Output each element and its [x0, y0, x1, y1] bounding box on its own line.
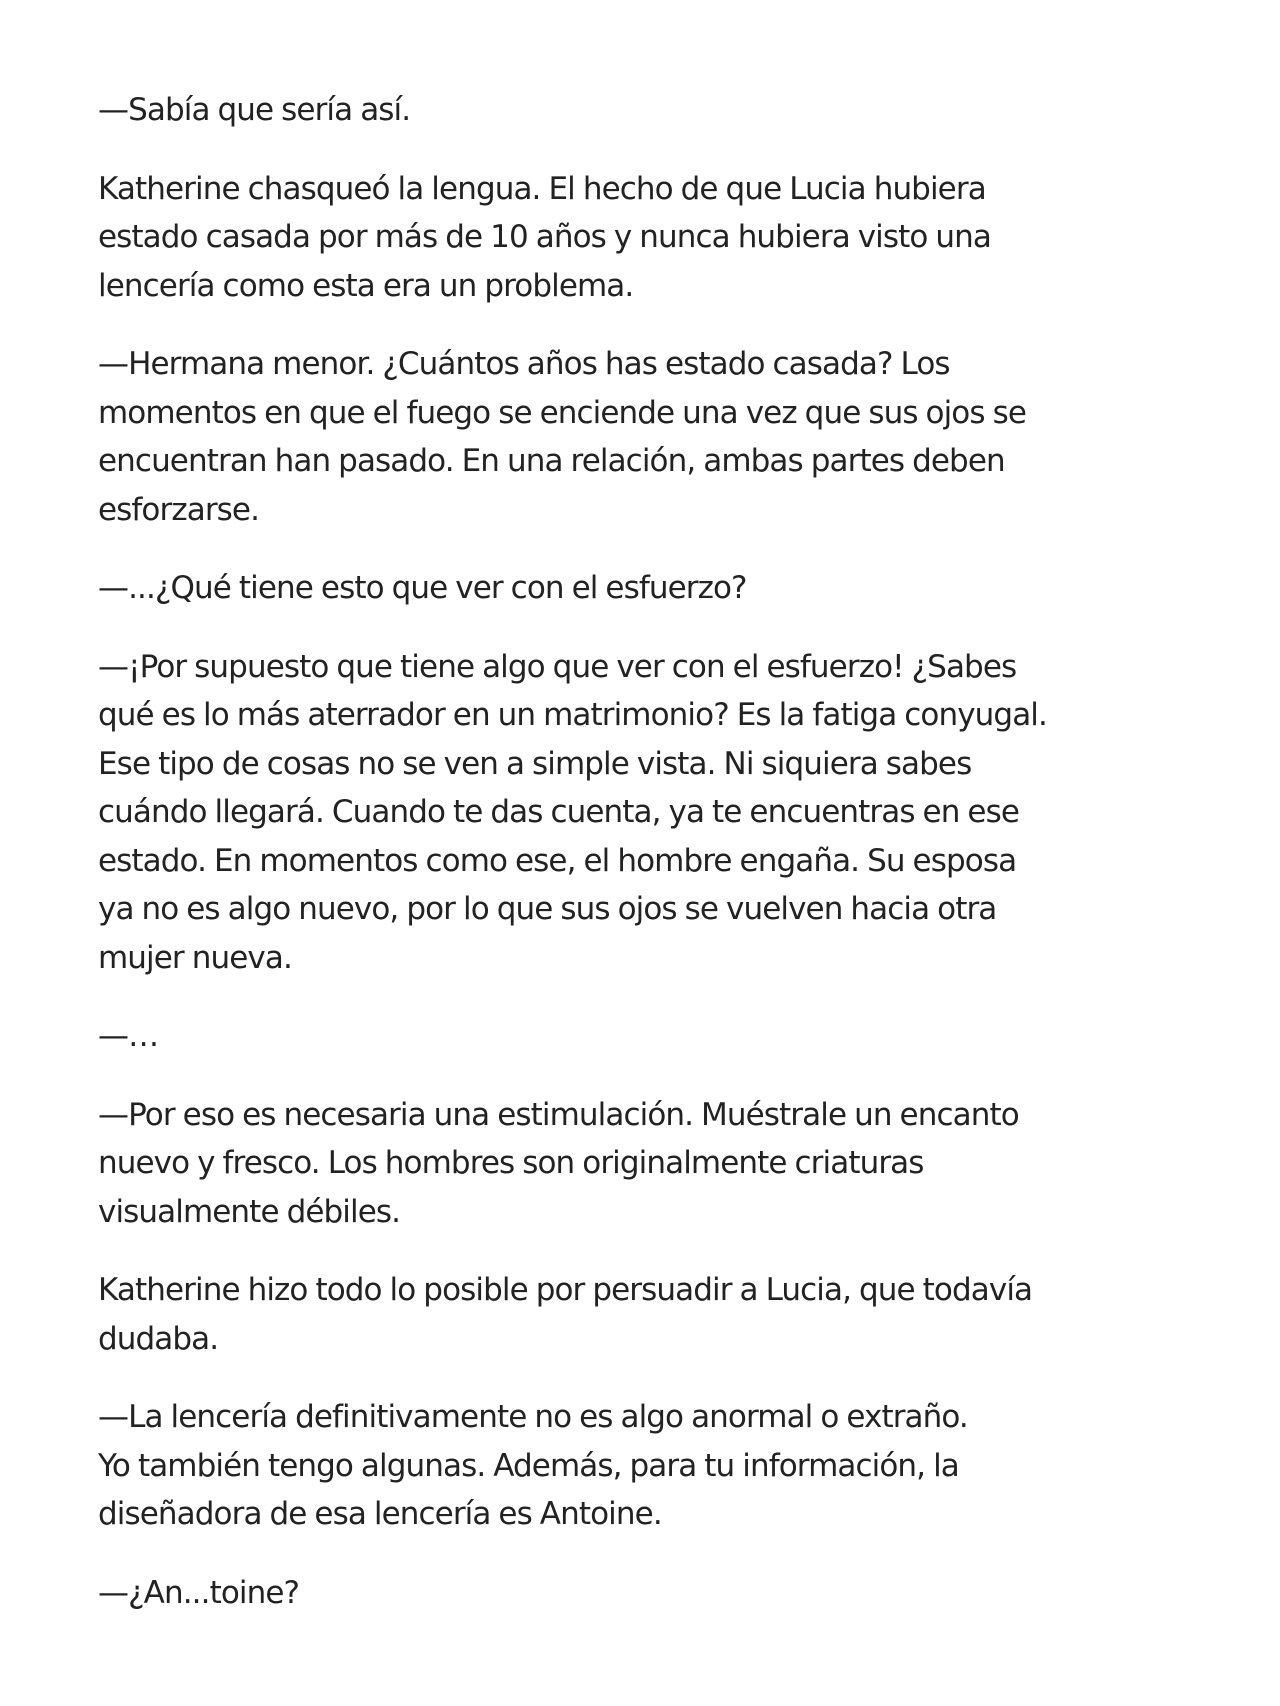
text-line: dudaba. — [98, 1320, 219, 1357]
text-line: —¿An...toine? — [98, 1574, 300, 1611]
paragraph — [98, 340, 1208, 534]
text-line: —… — [98, 1018, 159, 1054]
text-line: Yo también tengo algunas. Además, para tu información, la — [98, 1447, 959, 1484]
text-line: estado. En momentos como ese, el hombre engaña. Su esposa — [98, 842, 1017, 879]
text-line: visualmente débiles. — [98, 1193, 401, 1230]
text-line: nuevo y fresco. Los hombres son originalmente criaturas — [98, 1145, 924, 1181]
text-line: lencería como esta era un problema. — [98, 267, 634, 304]
text-line: estado casada por más de 10 años y nunca hubiera visto una — [98, 219, 992, 255]
text-line: Katherine hizo todo lo posible por persuadir a Lucia, que todavía — [98, 1272, 1033, 1308]
paragraph — [98, 1393, 1208, 1539]
paragraph — [98, 564, 1208, 613]
text-line: mujer nueva. — [98, 939, 292, 976]
text-line: —¡Por supuesto que tiene algo que ver con el esfuerzo! ¿Sabes — [98, 648, 1017, 685]
text-line: diseñadora de esa lencería es Antoine. — [98, 1496, 662, 1532]
text-line: qué es lo más aterrador en un matrimonio? Es la fatiga conyugal. — [98, 697, 1047, 733]
text-line: esforzarse. — [98, 491, 260, 528]
text-line: —Hermana menor. ¿Cuántos años has estado casada? Los — [98, 346, 950, 382]
document-body — [98, 86, 1208, 1647]
paragraph — [98, 643, 1208, 983]
text-line: ya no es algo nuevo, por lo que sus ojos se vuelven hacia otra — [98, 891, 997, 927]
text-line: encuentran han pasado. En una relación, ambas partes deben — [98, 443, 1005, 479]
paragraph — [98, 86, 1208, 135]
text-line: —Por eso es necesaria una estimulación. Muéstrale un encanto — [98, 1096, 1019, 1133]
paragraph — [98, 1569, 1208, 1618]
text-line: cuándo llegará. Cuando te das cuenta, ya te encuentras en ese — [98, 794, 1020, 830]
paragraph — [98, 1266, 1208, 1363]
text-line: Katherine chasqueó la lengua. El hecho de que Lucia hubiera — [98, 170, 986, 207]
text-line: —La lencería definitivamente no es algo anormal o extraño. — [98, 1399, 968, 1435]
text-line: Ese tipo de cosas no se ven a simple vista. Ni siquiera sabes — [98, 745, 972, 782]
paragraph — [98, 1012, 1208, 1061]
paragraph — [98, 1091, 1208, 1237]
text-line: —...¿Qué tiene esto que ver con el esfuerzo? — [98, 570, 747, 606]
text-line: —Sabía que sería así. — [98, 92, 411, 128]
text-line: momentos en que el fuego se enciende una vez que sus ojos se — [98, 394, 1026, 431]
paragraph — [98, 165, 1208, 311]
